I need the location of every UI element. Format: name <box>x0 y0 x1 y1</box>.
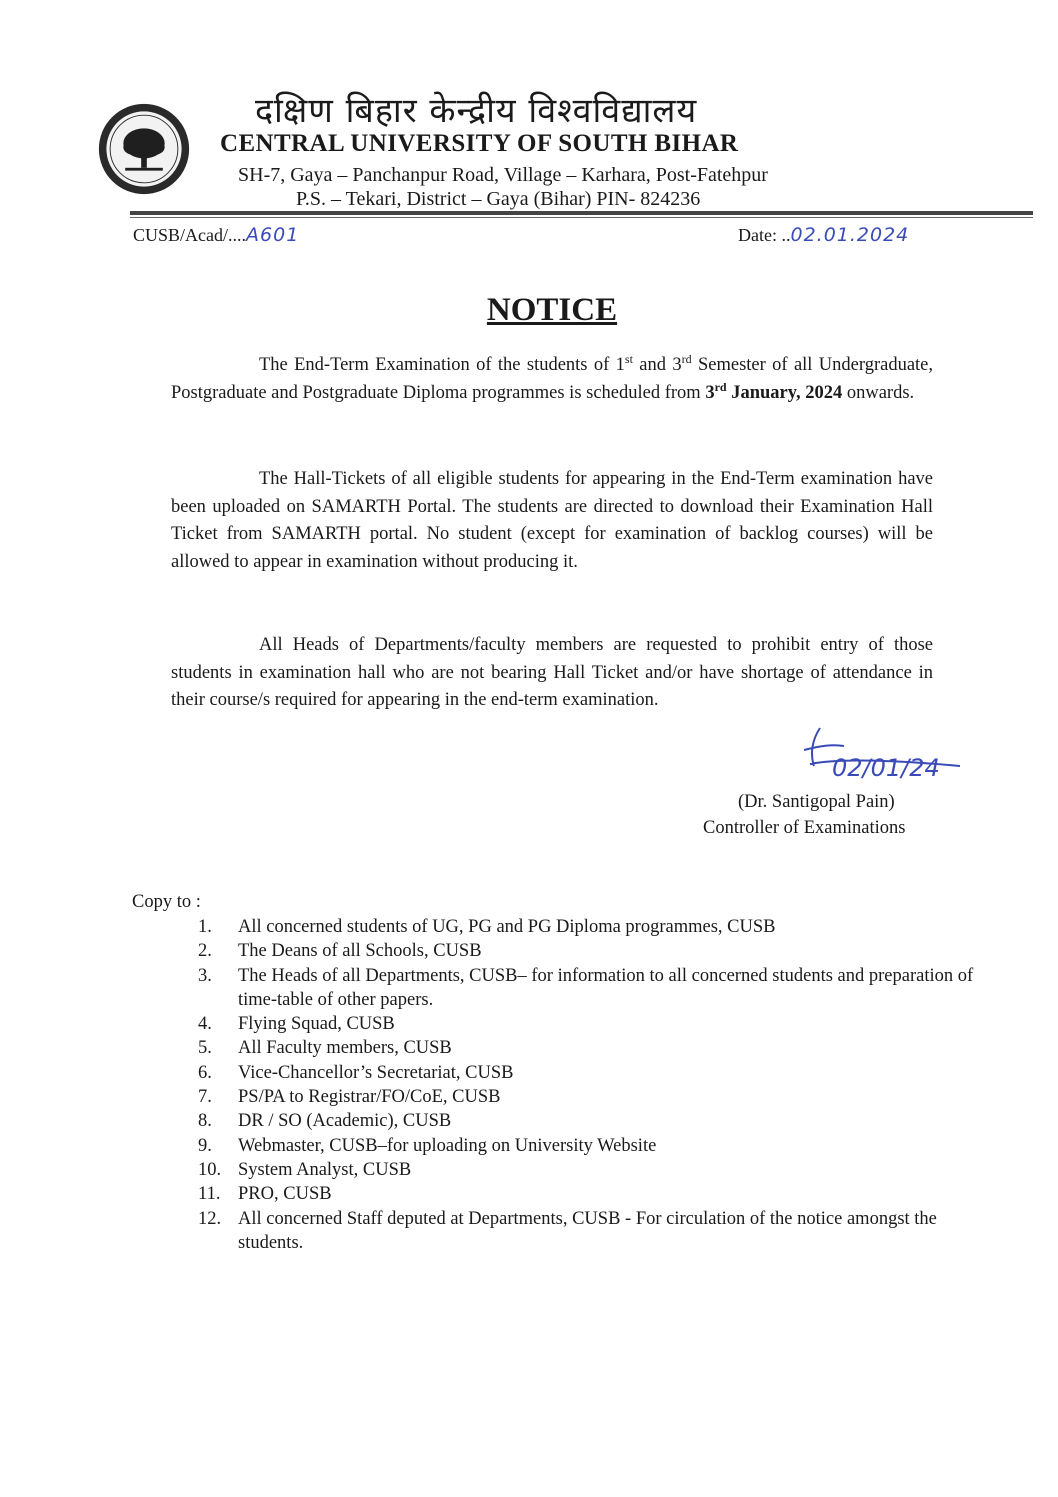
copy-to-item-text: The Heads of all Departments, CUSB– for information to all concerned students and preparation of time-table of other papers. <box>238 965 974 1010</box>
copy-to-item-text: The Deans of all Schools, CUSB <box>238 941 482 962</box>
reference-prefix: CUSB/Acad/.... <box>133 225 247 245</box>
address-line-2: P.S. – Tekari, District – Gaya (Bihar) PIN- 824236 <box>296 188 701 210</box>
copy-to-item <box>198 1036 978 1060</box>
notice-date <box>738 224 909 246</box>
copy-to-item-text: Webmaster, CUSB–for uploading on University Website <box>238 1135 657 1156</box>
copy-to-item-number: 9. <box>198 1135 212 1156</box>
header-divider-thin <box>130 217 1033 218</box>
date-label: Date: .. <box>738 225 791 245</box>
signatory-designation: Controller of Examinations <box>703 818 906 838</box>
copy-to-item <box>198 1085 978 1109</box>
signature-mark <box>790 720 970 790</box>
copy-to-item <box>198 1158 978 1182</box>
notice-paragraph-2: The Hall-Tickets of all eligible students for appearing in the End-Term examination have been uploaded on SAMARTH Portal. The students are directed to download their Examination Hall Ticket from SAMARTH portal. No student (except for examination of backlog courses) will be allowed to appear in examination without producing it. <box>171 469 933 572</box>
copy-to-item-text: PRO, CUSB <box>238 1184 332 1205</box>
copy-to-item-text: All concerned students of UG, PG and PG Diploma programmes, CUSB <box>238 917 776 937</box>
copy-to-item-number: 6. <box>198 1062 212 1083</box>
notice-title: NOTICE <box>486 292 618 328</box>
copy-to-item-number: 10. <box>198 1159 222 1180</box>
date-handwritten-value: 02.01.2024 <box>790 224 910 246</box>
copy-to-item-number: 3. <box>198 965 212 986</box>
copy-to-item-text: All Faculty members, CUSB <box>238 1038 452 1059</box>
copy-to-item <box>198 1182 978 1206</box>
copy-to-item-number: 12. <box>198 1208 222 1229</box>
copy-to-label: Copy to : <box>132 892 201 912</box>
copy-to-item-text: DR / SO (Academic), CUSB <box>238 1111 452 1132</box>
copy-to-item-number: 2. <box>198 941 212 962</box>
notice-paragraph-1: The End-Term Examination of the students of 1st and 3rd Semester of all Undergraduate, Postgraduate and Postgraduate Diploma programmes is scheduled from 3rd January, 2024 onwards. <box>171 351 934 403</box>
copy-to-item-text: Vice-Chancellor’s Secretariat, CUSB <box>238 1062 514 1083</box>
copy-to-item <box>198 1207 978 1256</box>
header-divider <box>130 211 1033 215</box>
address-line-1: SH-7, Gaya – Panchanpur Road, Village – Karhara, Post-Fatehpur <box>238 164 768 186</box>
copy-to-item <box>198 1061 978 1085</box>
copy-to-item <box>198 915 978 939</box>
copy-to-item-number: 5. <box>198 1038 212 1059</box>
copy-to-item <box>198 1134 978 1158</box>
copy-to-item <box>198 939 978 963</box>
signatory-name: (Dr. Santigopal Pain) <box>738 792 895 812</box>
university-seal-tree-icon <box>97 102 191 196</box>
copy-to-item-number: 7. <box>198 1087 212 1108</box>
copy-to-item-text: System Analyst, CUSB <box>238 1159 412 1180</box>
signature-handwritten-date: 02/01/24 <box>832 754 940 782</box>
copy-to-item <box>198 964 978 1013</box>
university-name-hindi: दक्षिण बिहार केन्द्रीय विश्वविद्यालय <box>255 91 698 131</box>
university-name-english: CENTRAL UNIVERSITY OF SOUTH BIHAR <box>220 130 739 157</box>
notice-paragraph-3: All Heads of Departments/faculty members are requested to prohibit entry of those students in examination hall who are not bearing Hall Ticket and/or have shortage of attendance in their course/s required for appearing in the end-term examination. <box>171 635 933 710</box>
copy-to-item-text: All concerned Staff deputed at Departments, CUSB - For circulation of the notice amongst the students. <box>238 1208 937 1253</box>
copy-to-item <box>198 1012 978 1036</box>
copy-to-item-text: Flying Squad, CUSB <box>238 1014 395 1035</box>
reference-number <box>133 224 299 246</box>
copy-to-item <box>198 1109 978 1133</box>
copy-to-item-number: 8. <box>198 1111 212 1132</box>
copy-to-item-number: 1. <box>198 917 212 937</box>
reference-handwritten-number: A601 <box>246 224 300 246</box>
copy-to-item-text: PS/PA to Registrar/FO/CoE, CUSB <box>238 1087 501 1108</box>
copy-to-item-number: 11. <box>198 1184 221 1205</box>
copy-to-list <box>198 915 978 1255</box>
copy-to-item-number: 4. <box>198 1014 212 1035</box>
